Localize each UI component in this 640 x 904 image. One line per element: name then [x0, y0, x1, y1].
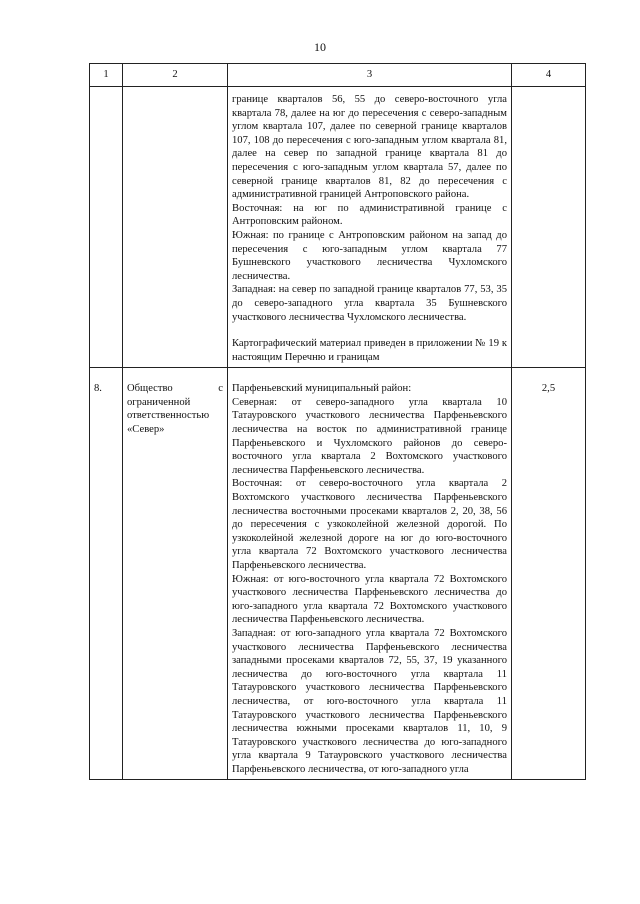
table-row-8 — [90, 368, 586, 779]
page-number: 10 — [314, 40, 326, 54]
boundaries-table — [89, 63, 586, 780]
row-name-cell — [123, 87, 228, 368]
header-col-1: 1 — [90, 64, 123, 87]
boundary-east: Восточная: на юг по административной границе с Антроповским районом. — [232, 202, 507, 228]
area-value-cell: 2,5 — [512, 368, 586, 779]
header-col-3: 3 — [228, 64, 512, 87]
boundary-description-cell — [228, 368, 512, 779]
cartographic-note: Картографический материал приведен в приложении № 19 к настоящим Перечню и границам — [232, 338, 507, 363]
row-number-cell — [90, 87, 123, 368]
boundary-west: Западная: от юго-западного угла квартала 72 Вохтомского участкового лесничества Парфеньевского лесничества западными просеками кварталов 72, 55, 37, 19 указанного лесничества до юго-восточного угла квартала 11 Татауровского участкового лесничества Парфеньевского лесничества, от юго-восточного угла квартала 11 Татауровского участкового лесничества Парфеньевского лесничества южными просеками кварталов 11, 10, 9 Татауровского участкового лесничества до юго-западного угла квартала 9 Татауровского участкового лесничества Парфеньевского лесничества, от юго-западного угла — [232, 627, 507, 775]
header-col-4: 4 — [512, 64, 586, 87]
boundary-south: Южная: по границе с Антроповским районом на запад до пересечения с юго-западным углом квартала 77 Бушневского участкового лесничества Чухломского лесничества. — [232, 229, 507, 282]
district-name: Парфеньевский муниципальный район: — [232, 383, 412, 395]
boundary-west: Западная: на север по западной границе кварталов 77, 53, 35 до северо-западного угла квартала 35 Бушневского участкового лесничества Чухломского лесничества. — [232, 284, 507, 323]
boundary-paragraph: границе кварталов 56, 55 до северо-восточного угла квартала 78, далее на юг до пересечения с северо-западным углом квартала 107, далее по северной границе кварталов 107, 108 до пересечения с юго-западным углом квартала 81, далее на север по западной границе квартала 81 до пересечения с юго-западным углом квартала 57, далее по северной границе кварталов 81, 82 до пересечения с административной границей Антроповского района. — [232, 94, 507, 201]
boundary-east: Восточная: от северо-восточного угла квартала 2 Вохтомского участкового лесничества Парфеньевского лесничества восточными просеками кварталов 2, 20, 38, 56 до пересечения с узкоколейной железной дорогой. По узкоколейной железной дороге на юг до юго-восточного угла квартала 72 Вохтомского участкового лесничества Парфеньевского лесничества. — [232, 478, 507, 571]
boundary-south: Южная: от юго-восточного угла квартала 72 Вохтомского участкового лесничества Парфеньевского лесничества до юго-западного угла квартала 72 Вохтомского участкового лесничества Парфеньевского лесничества. — [232, 573, 507, 626]
boundary-description-cell — [228, 87, 512, 368]
table-header-row — [90, 64, 586, 87]
table-row-continued — [90, 87, 586, 368]
row-number-cell: 8. — [90, 368, 123, 779]
row-value-cell — [512, 87, 586, 368]
boundary-north: Северная: от северо-западного угла квартала 10 Татауровского участкового лесничества Парфеньевского лесничества на восток по административной границе Парфеньевского и Чухломского районов до северо-восточного угла квартала 2 Вохтомского участкового лесничества Парфеньевского лесничества. — [232, 396, 507, 476]
header-col-2: 2 — [123, 64, 228, 87]
organization-name-cell: Общество с ограниченной ответственностью «Север» — [123, 368, 228, 779]
